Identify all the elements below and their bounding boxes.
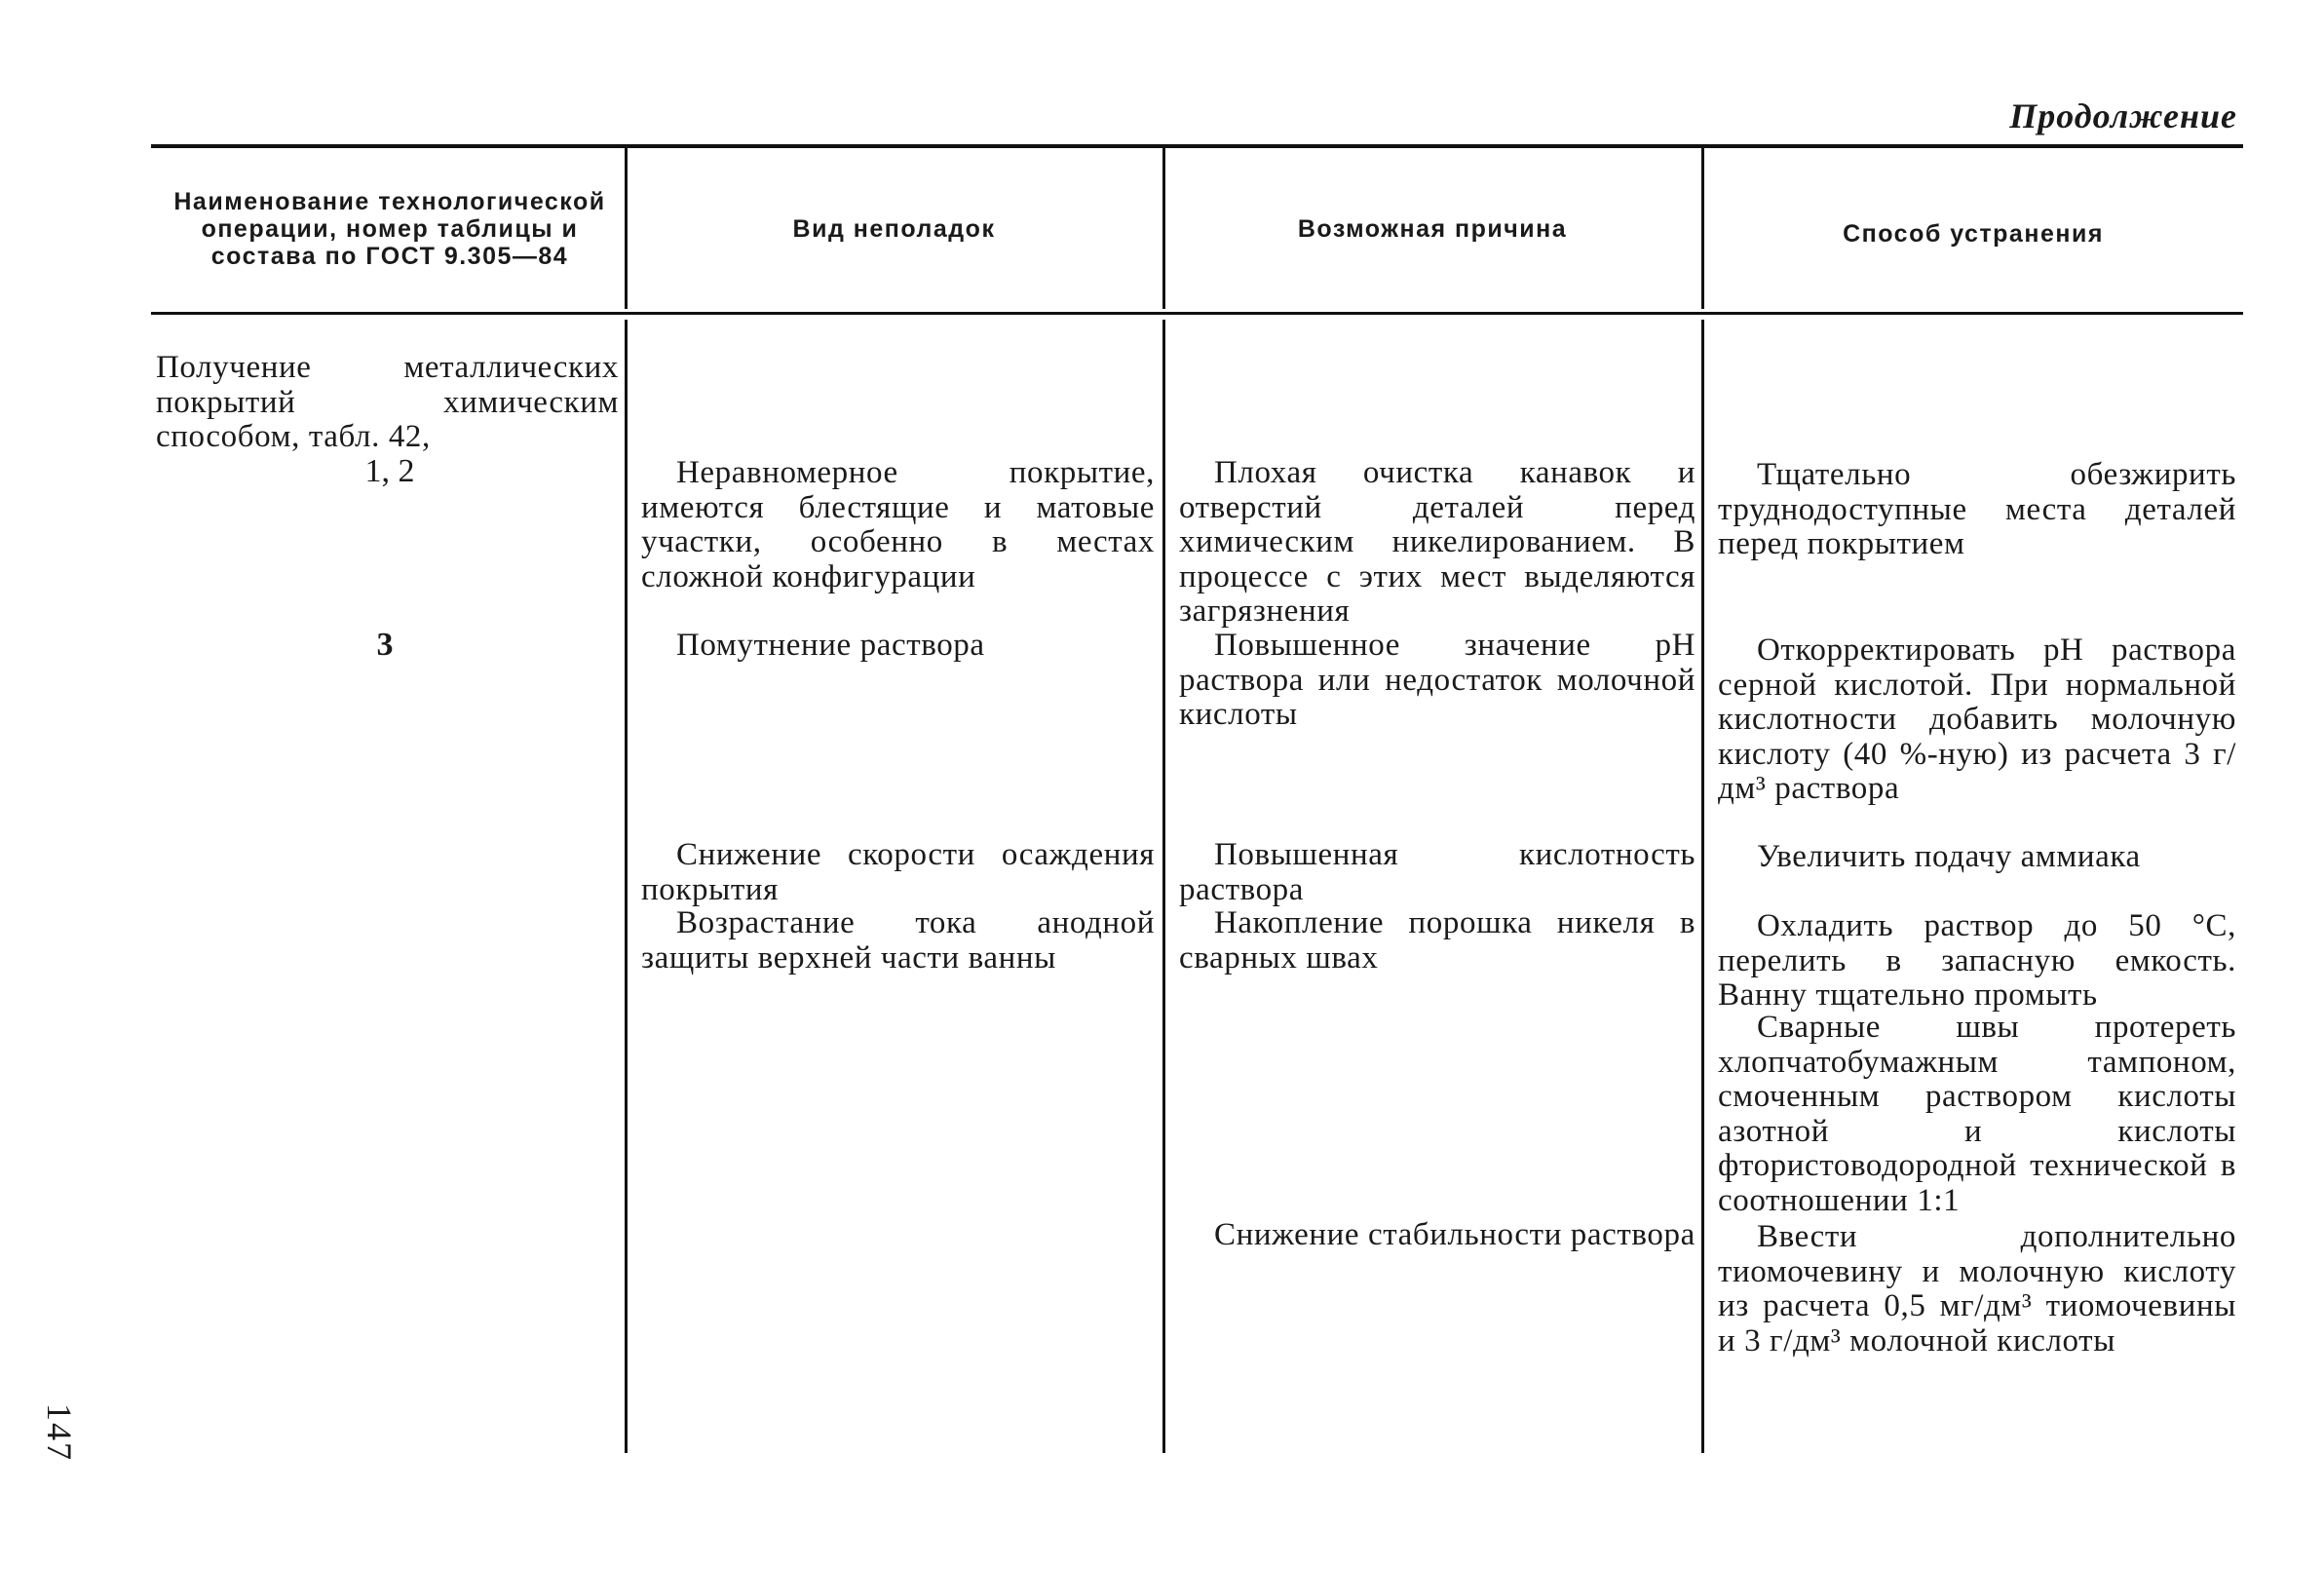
header-cause: Возможная причина [1297, 215, 1568, 243]
row1-remedy: Тщательно обезжирить труднодоступные места деталей перед покрытием [1718, 457, 2236, 561]
row2-defect: Помутнение раствора [676, 628, 985, 663]
row1-defect: Неравномерное покрытие, имеются блестящие и матовые участки, особенно в местах сложной конфигурации [641, 455, 1155, 594]
continuation-label: Продолжение [2009, 96, 2237, 135]
body-divider-1 [625, 320, 628, 1453]
table-top-rule [151, 144, 2243, 148]
row2-remedy: Откорректировать pH раствора серной кислотой. При нормальной кислотности добавить молочную кислоту (40 %-ную) из расчета 3 г/дм³ раствора [1718, 632, 2236, 806]
page-number: 147 [40, 1403, 79, 1462]
row4-cause: Накопление порошка никеля в сварных швах [1179, 905, 1695, 976]
row3-remedy: Увеличить подачу аммиака [1757, 839, 2141, 874]
composition-numbers-2: 3 [376, 627, 394, 663]
header-operation: Наименование технологической операции, номер таблицы и состава по ГОСТ 9.305—84 [173, 188, 606, 270]
row3-cause: Повышенная кислотность раствора [1179, 837, 1695, 907]
header-divider-1 [625, 148, 628, 309]
body-divider-3 [1701, 320, 1704, 1453]
row4-remedy-extra: Сварные швы протереть хлопчатобумажным тампоном, смоченным раствором кислоты азотной и кислоты фтористоводородной технической в соотношении 1:1 [1718, 1010, 2236, 1218]
operation-title: Получение металлических покрытий химическим способом, табл. 42, [156, 350, 619, 454]
header-defect: Вид неполадок [792, 215, 996, 243]
row3-defect: Снижение скорости осаждения покрытия [641, 837, 1155, 907]
header-divider-2 [1162, 148, 1165, 309]
row5-cause: Снижение стабильности раствора [1214, 1217, 1695, 1252]
header-remedy: Способ устранения [1843, 220, 2104, 248]
row4-defect: Возрастание тока анодной защиты верхней части ванны [641, 905, 1155, 976]
composition-numbers-1: 1, 2 [364, 453, 415, 489]
row4-remedy: Охладить раствор до 50 °С, перелить в запасную емкость. Ванну тщательно промыть [1718, 908, 2236, 1013]
header-divider-3 [1701, 148, 1704, 309]
body-divider-2 [1162, 320, 1165, 1453]
row5-remedy: Ввести дополнительно тиомочевину и молочную кислоту из расчета 0,5 мг/дм³ тиомочевины и 3 г/дм³ молочной кислоты [1718, 1219, 2236, 1359]
row1-cause: Плохая очистка канавок и отверстий деталей перед химическим никелированием. В процессе с этих мест выделяются загрязнения [1179, 455, 1695, 629]
row2-cause: Повышенное значение pH раствора или недостаток молочной кислоты [1179, 628, 1695, 732]
header-bottom-rule [151, 312, 2243, 315]
